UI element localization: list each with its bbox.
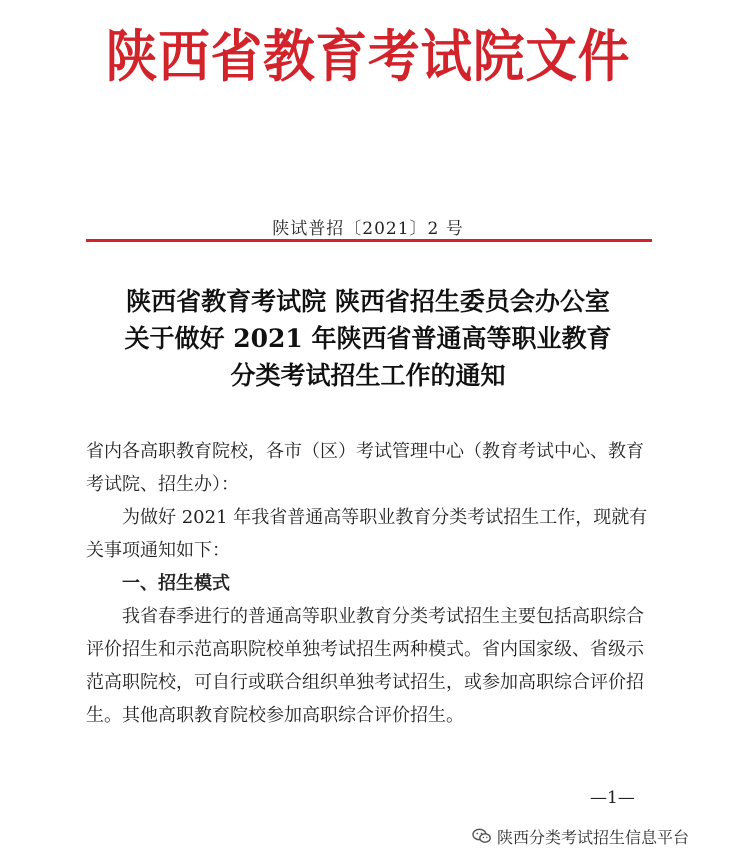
title-line-1: 陕西省教育考试院 陕西省招生委员会办公室 bbox=[126, 287, 610, 316]
section-paragraph: 我省春季进行的普通高等职业教育分类考试招生主要包括高职综合评价招生和示范高职院校单独考试招生两种模式。省内国家级、省级示范高职院校，可自行或联合组织单独考试招生，或参加高职综合评价招生。其他高职教育院校参加高职综合评价招生。 bbox=[86, 606, 644, 726]
document-number: 陕试普招〔2021〕2 号 bbox=[272, 219, 464, 239]
red-divider-line bbox=[86, 239, 652, 242]
section-heading: 一、招生模式 bbox=[122, 573, 230, 594]
title-line-3: 分类考试招生工作的通知 bbox=[230, 361, 506, 390]
title-line-2: 关于做好 2021 年陕西省普通高等职业教育 bbox=[124, 324, 612, 353]
document-body bbox=[86, 435, 656, 732]
watermark-text: 陕西分类考试招生信息平台 bbox=[497, 827, 690, 847]
wechat-watermark bbox=[472, 823, 689, 849]
wechat-icon bbox=[472, 828, 492, 844]
intro-paragraph: 为做好 2021 年我省普通高等职业教育分类考试招生工作，现就有关事项通知如下： bbox=[86, 507, 648, 561]
letterhead-title: 陕西省教育考试院文件 bbox=[105, 25, 631, 90]
salutation: 省内各高职教育院校，各市（区）考试管理中心（教育考试中心、教育考试院、招生办）： bbox=[86, 441, 644, 495]
page-number: —1— bbox=[590, 788, 635, 808]
notice-title bbox=[0, 283, 736, 394]
